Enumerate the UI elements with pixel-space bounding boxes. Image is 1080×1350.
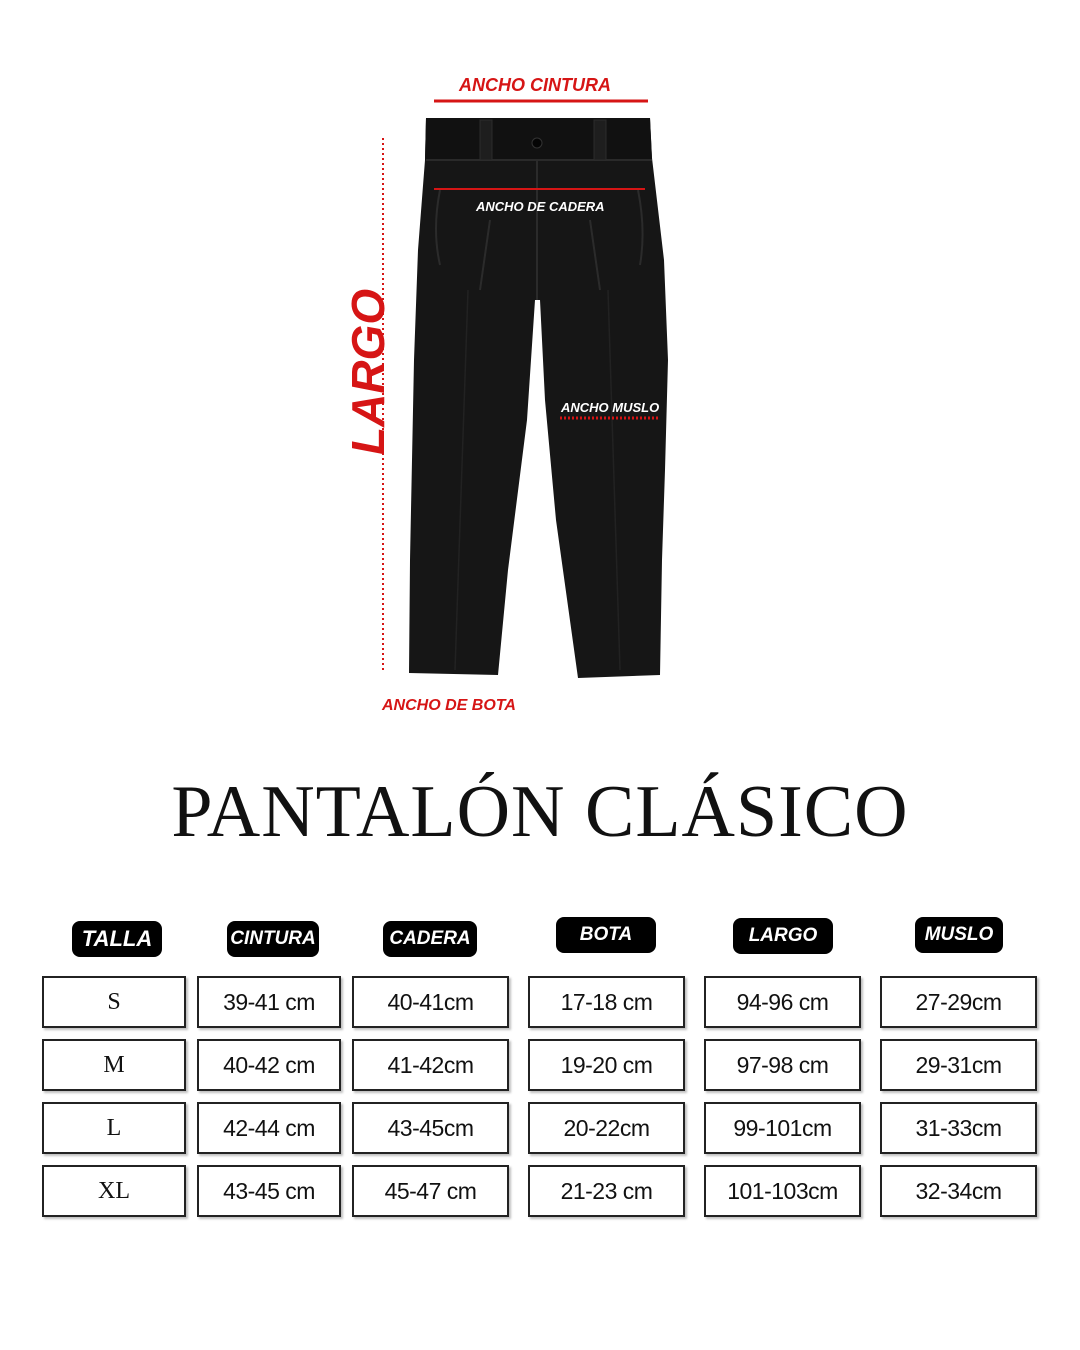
table-cell-waist: 43-45 cm	[197, 1165, 341, 1217]
table-cell-hem: 21-23 cm	[528, 1165, 685, 1217]
header-size: TALLA	[72, 921, 162, 957]
length-label: LARGO	[342, 288, 394, 455]
table-cell-thigh: 27-29cm	[880, 976, 1037, 1028]
table-cell-size: M	[42, 1039, 186, 1091]
table-cell-hem: 17-18 cm	[528, 976, 685, 1028]
table-cell-waist: 40-42 cm	[197, 1039, 341, 1091]
hem-width-label: ANCHO DE BOTA	[382, 697, 516, 714]
header-hip: CADERA	[383, 921, 477, 957]
header-waist: CINTURA	[227, 921, 319, 957]
waist-width-label: ANCHO CINTURA	[459, 75, 611, 95]
table-cell-size: L	[42, 1102, 186, 1154]
table-cell-waist: 42-44 cm	[197, 1102, 341, 1154]
table-cell-thigh: 31-33cm	[880, 1102, 1037, 1154]
table-cell-thigh: 32-34cm	[880, 1165, 1037, 1217]
table-cell-length: 94-96 cm	[704, 976, 861, 1028]
table-cell-size: XL	[42, 1165, 186, 1217]
page-title: PANTALÓN CLÁSICO	[171, 771, 909, 853]
table-cell-hip: 40-41cm	[352, 976, 509, 1028]
header-thigh: MUSLO	[915, 917, 1003, 953]
table-cell-hip: 45-47 cm	[352, 1165, 509, 1217]
table-cell-thigh: 29-31cm	[880, 1039, 1037, 1091]
thigh-width-label: ANCHO MUSLO	[561, 400, 660, 415]
table-cell-hem: 20-22cm	[528, 1102, 685, 1154]
hip-width-label: ANCHO DE CADERA	[476, 199, 605, 214]
table-cell-length: 101-103cm	[704, 1165, 861, 1217]
table-cell-length: 97-98 cm	[704, 1039, 861, 1091]
table-cell-hem: 19-20 cm	[528, 1039, 685, 1091]
header-length: LARGO	[733, 918, 833, 954]
table-cell-size: S	[42, 976, 186, 1028]
table-cell-waist: 39-41 cm	[197, 976, 341, 1028]
header-hem: BOTA	[556, 917, 656, 953]
table-cell-hip: 41-42cm	[352, 1039, 509, 1091]
table-cell-length: 99-101cm	[704, 1102, 861, 1154]
table-cell-hip: 43-45cm	[352, 1102, 509, 1154]
